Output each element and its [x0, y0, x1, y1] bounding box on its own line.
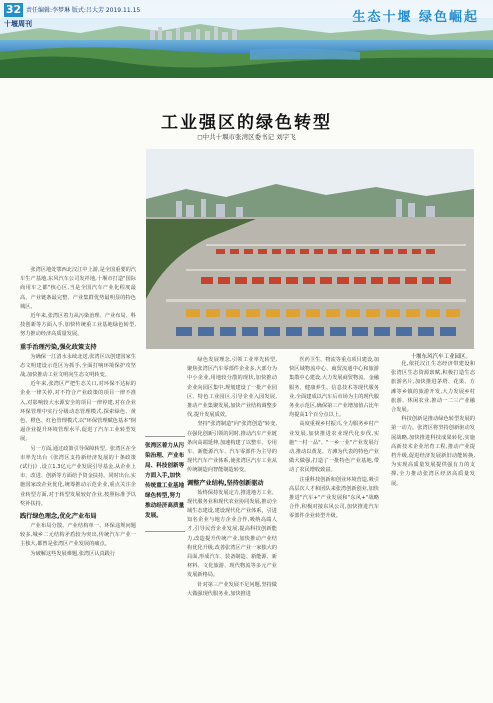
paragraph: 始终保持发展定力,推进地方工业、现代服务业和现代农业协同发展,推动全域生态建设,建设现代化产业体系。引进知名企业与地方企业合作,吸纳高端人才,引导民营企业发展,提高科技创新能力,改造提升传统产业,加快推动产业结构优化升级,改善张湾区产业一家独大的局面,形成汽车、装备制造、新能源、新材料、文化旅游、现代物流等多元产业发展新格局。 [187, 489, 277, 579]
section-title: 生态十堰 绿色崛起 [352, 10, 479, 25]
page-number: 32 [5, 3, 22, 16]
paragraph: 绿色发展理念,引领工业率先转型,聚焦张湾区汽车零部件企业多,大部分为中小企业,用地较分散的现状,加快推动企业向园区集中,规划建设了一批产业园区、特色工业园区,引导企业入园发展,推动产业集聚发展,加快产业结构调整步伐,提升发展质效。 [187, 357, 277, 419]
paper-name: 十堰周刊 [4, 20, 32, 28]
paragraph: 为破解这些发展难题,张湾区认真践行 [30, 550, 116, 557]
subheading: 调整产业结构,坚持创新驱动 [187, 479, 264, 487]
industrial-park-photo [146, 149, 474, 349]
paragraph: 注重科技创新和创业环境营造,吸引高层次人才和团队来张湾创新创业,加快推进"汽车+"产业发展和"东风+"战略合作,积极对接东风公司,加快推进汽车零部件企业转型升级。 [289, 476, 379, 520]
text-column-3 [289, 356, 379, 696]
paragraph: 产业布局分散、产业结构单一、环保违规问题较多,城乡二元结构矛盾较为突出,传统汽车产业一主独大,都曾是张湾区产业发展的痛点。 [20, 523, 136, 548]
pull-quote: 张湾区着力从污染治理、产业布局、科技创新等方面入手,加快传统重工业基地绿色转型,努力推动经济高质量发展。 [145, 436, 185, 532]
paragraph: 另一方面,通过政策引导保障转型。张湾区在全市率先出台《张湾区支持新经济发展的十条政策(试行)》,设立1.3亿元产业发展引导基金,从企业上市、改进、创新等方面给予资金扶持。同时出台,实施国家改企业优化,统筹推动示范企业,重点关注企业转型方面,对于转型发展较好企业,按照标准予以奖补扶持。 [20, 445, 136, 507]
paragraph: 医药卫生、物流等重点项目建设,加快区域物流中心、商贸流通中心和旅游集散中心建设,大力发展商贸物流、金融服务、健康养生、信息技术等现代服务业,全面建成以汽车后市场为主的现代服务业示范区,确保第三产业增加值占比年均提高1个百分点以上。 [289, 357, 379, 419]
photo-caption: 十堰东风汽车工业园区。 [410, 354, 471, 360]
subheading: 重手治理污染,强化政策支持 [20, 343, 97, 351]
article-title: 工业强区的绿色转型 [161, 113, 332, 133]
text-column-1 [20, 266, 136, 696]
article-byline: ◻中共十堰市张湾区委书记 刘宇飞 [197, 133, 296, 141]
paragraph: 张湾区地处鄂西北汉江中上游,是全国重要的汽车生产基地,东风汽车公司发祥地,十堰市打造"国际商用车之都"核心区,当是全国汽车产业化程度最高、产业链条最完整、产业集群优势最明显的特色城区。 [20, 267, 136, 310]
paragraph: 科技创新是推动绿色转型发展的第一动力。张湾区将坚持创新驱动发展战略,加快推进科技成果转化,实施高新技术企业培育工程,推动产业提档升级,促进经济发展新旧动能转换,为实现高质量发展提供强有力的支撑,全力推动张湾区经济高质量发展。 [391, 416, 475, 487]
text-column-4 [391, 360, 475, 696]
paragraph: 针对第三产业发展不足问题,坚持做大做强现代服务业,加快推进 [187, 581, 277, 597]
paragraph: 坚持"张湾制造"向"张湾创造"转变,在强化创新引领的同时,推动汽车产业链条向高端延伸,加速构建了以整车、专用车、新能源汽车、汽车零部件为主导的现代汽车产业体系,使张湾区汽车工业从传统制造向智能制造转变。 [187, 421, 277, 474]
subheading: 践行绿色理念,优化产业布局 [20, 513, 97, 521]
paragraph: 化,依托汉江生态经济带建设和张湾区生态资源禀赋,积极打造生态旅游名片,加快推进茅塔、花果、方滩等乡镇的旅游开发,大力发展乡村旅游、休闲农业,推动一二三产业融合发展。 [391, 361, 475, 414]
text-column-2 [187, 356, 277, 696]
paragraph: 近年来,张湾区着力从污染治理、产业布局、科技创新等方面入手,加快传统重工业基地绿色转型,努力推动经济高质量发展。 [20, 313, 136, 338]
paragraph: 为确保一江清水永续北送,张湾区以创建国家生态文明建设示范区为抓手,全面打响环境保护攻坚战,加快推动工业文明向生态文明转变。 [20, 353, 136, 379]
paragraph: 高度重视乡村振兴,全力服务乡村产业发展,加快推进农业现代化步伐,实施"一村一品"、"一乡一业"产业发展行动,推动以黄龙、方滩为代表的特色产业做大做强,打造了一批特色产业基地,带动了农民增收致富。 [289, 421, 379, 474]
page-header [0, 0, 493, 78]
editor-line: 责任编辑:李梦琳 版式:吕大芳 2019.11.15 [26, 7, 141, 14]
paragraph: 近年来,张湾区严把生态关口,对环保不达标的企业一律关停,对不符合产业政策的项目一律不准入,对影响较大水源安全的项目一律停建,对在企业环保管理中实行分级动态管理模式,探索绿色、黄色、橙色、红色管理模式,以"环保管理赋色基本"倒逼企业提升环境管理水平,促进了汽车工业转型发展。 [20, 381, 136, 443]
